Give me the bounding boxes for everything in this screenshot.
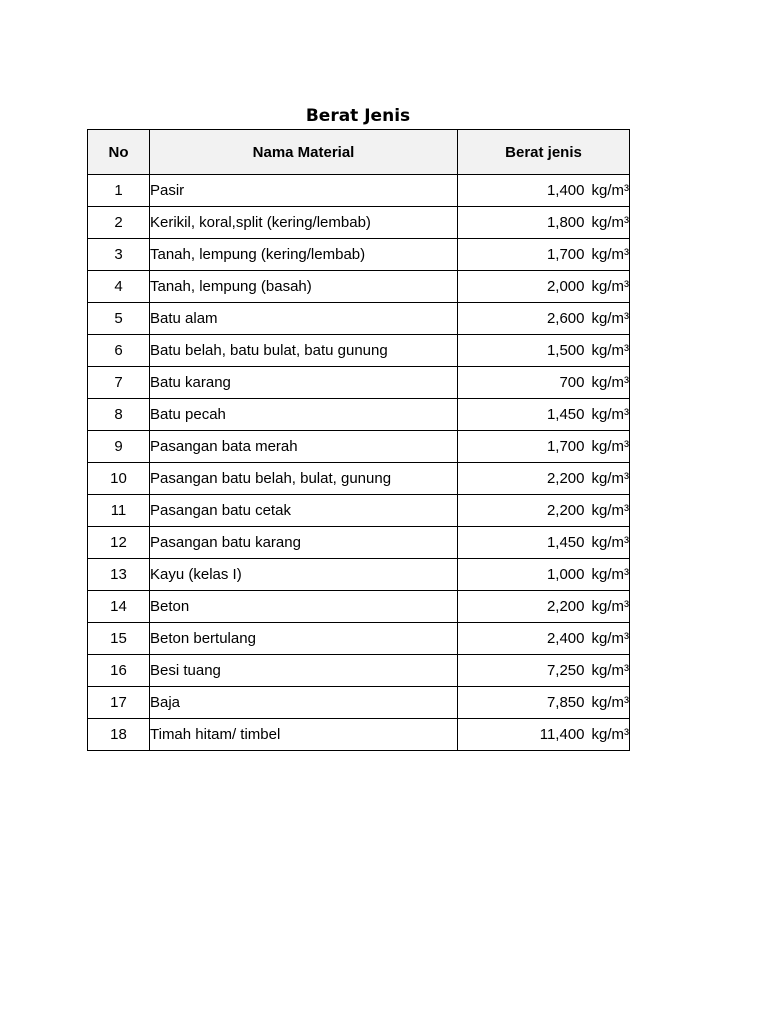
table-row [88,335,630,367]
table-row [88,463,630,495]
density-value: 1,400 [546,182,585,199]
row-number: 10 [88,463,150,495]
density-cell [458,495,630,527]
row-number: 9 [88,431,150,463]
table-header-row [88,130,630,175]
material-name: Batu alam [150,303,458,335]
row-number: 8 [88,399,150,431]
density-value: 1,800 [546,214,585,231]
table-row [88,207,630,239]
density-value: 11,400 [539,726,585,743]
density-cell [458,687,630,719]
density-cell [458,431,630,463]
density-unit: kg/m³ [591,662,629,679]
material-name: Batu belah, batu bulat, batu gunung [150,335,458,367]
density-cell [458,719,630,751]
density-value: 7,850 [546,694,585,711]
row-number: 13 [88,559,150,591]
density-cell [458,559,630,591]
density-cell [458,303,630,335]
density-cell [458,591,630,623]
material-name: Pasangan batu belah, bulat, gunung [150,463,458,495]
row-number: 16 [88,655,150,687]
table-body [88,175,630,751]
table-row [88,431,630,463]
density-value: 1,500 [546,342,585,359]
density-unit: kg/m³ [591,566,629,583]
table-row [88,719,630,751]
density-unit: kg/m³ [591,182,629,199]
density-unit: kg/m³ [591,726,629,743]
table-row [88,271,630,303]
material-name: Beton [150,591,458,623]
density-unit: kg/m³ [591,470,629,487]
row-number: 18 [88,719,150,751]
row-number: 15 [88,623,150,655]
material-name: Pasangan batu cetak [150,495,458,527]
density-unit: kg/m³ [591,214,629,231]
density-value: 1,000 [546,566,585,583]
material-name: Timah hitam/ timbel [150,719,458,751]
material-name: Pasangan batu karang [150,527,458,559]
density-value: 7,250 [546,662,585,679]
density-unit: kg/m³ [591,246,629,263]
row-number: 17 [88,687,150,719]
table-row [88,175,630,207]
material-name: Kerikil, koral,split (kering/lembab) [150,207,458,239]
density-unit: kg/m³ [591,630,629,647]
density-value: 2,400 [546,630,585,647]
row-number: 14 [88,591,150,623]
density-unit: kg/m³ [591,598,629,615]
table-row [88,591,630,623]
density-value: 2,200 [546,502,585,519]
material-name: Tanah, lempung (kering/lembab) [150,239,458,271]
density-unit: kg/m³ [591,278,629,295]
density-unit: kg/m³ [591,694,629,711]
material-name: Kayu (kelas I) [150,559,458,591]
density-cell [458,335,630,367]
density-value: 1,450 [546,534,585,551]
density-value: 2,200 [546,598,585,615]
density-value: 2,200 [546,470,585,487]
density-cell [458,175,630,207]
row-number: 2 [88,207,150,239]
table-row [88,303,630,335]
row-number: 5 [88,303,150,335]
material-name: Batu karang [150,367,458,399]
table-row [88,367,630,399]
row-number: 11 [88,495,150,527]
density-unit: kg/m³ [591,310,629,327]
density-unit: kg/m³ [591,502,629,519]
density-unit: kg/m³ [591,534,629,551]
density-cell [458,527,630,559]
material-name: Batu pecah [150,399,458,431]
row-number: 7 [88,367,150,399]
density-value: 2,600 [546,310,585,327]
density-unit: kg/m³ [591,342,629,359]
header-no: No [88,130,150,175]
header-density: Berat jenis [458,130,630,175]
table-row [88,623,630,655]
row-number: 12 [88,527,150,559]
material-name: Pasangan bata merah [150,431,458,463]
density-cell [458,655,630,687]
density-value: 1,700 [546,246,585,263]
table-row [88,527,630,559]
table-row [88,655,630,687]
material-name: Beton bertulang [150,623,458,655]
header-material-name: Nama Material [150,130,458,175]
row-number: 1 [88,175,150,207]
density-unit: kg/m³ [591,406,629,423]
density-cell [458,399,630,431]
density-cell [458,271,630,303]
page-title: Berat Jenis [305,106,411,126]
density-value: 1,700 [546,438,585,455]
table-row [88,559,630,591]
density-value: 1,450 [546,406,585,423]
table-row [88,399,630,431]
density-cell [458,463,630,495]
table-row [88,239,630,271]
row-number: 4 [88,271,150,303]
density-cell [458,207,630,239]
material-name: Pasir [150,175,458,207]
density-value: 700 [559,374,585,391]
material-density-table [87,129,630,751]
density-cell [458,239,630,271]
density-cell [458,367,630,399]
row-number: 3 [88,239,150,271]
material-name: Baja [150,687,458,719]
density-cell [458,623,630,655]
density-unit: kg/m³ [591,438,629,455]
material-name: Tanah, lempung (basah) [150,271,458,303]
row-number: 6 [88,335,150,367]
table-row [88,687,630,719]
material-name: Besi tuang [150,655,458,687]
density-value: 2,000 [546,278,585,295]
density-unit: kg/m³ [591,374,629,391]
table-row [88,495,630,527]
